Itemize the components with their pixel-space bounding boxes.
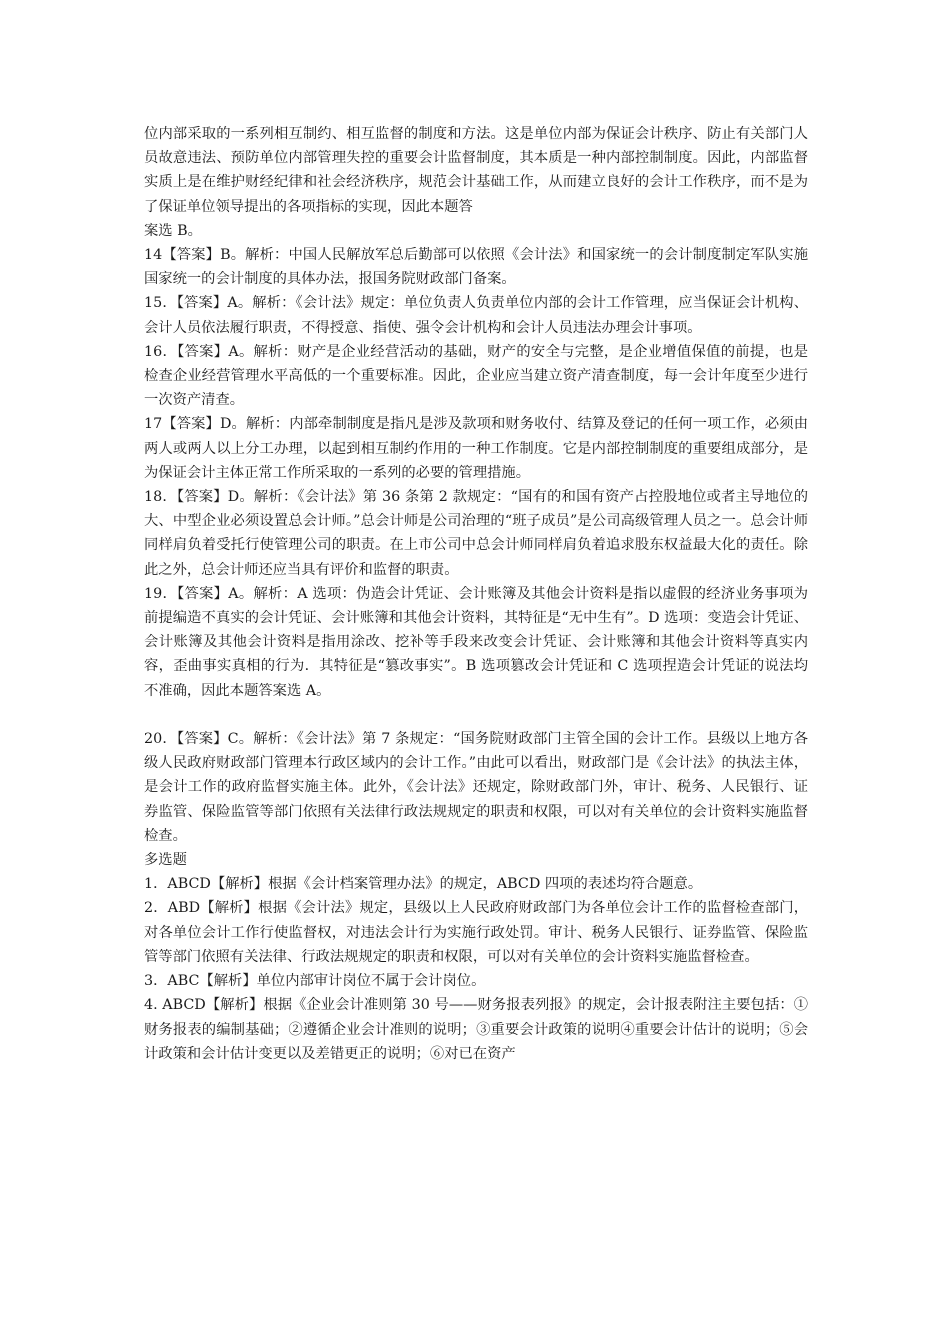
answer-15: 15．【答案】A。解析：《会计法》规定：单位负责人负责单位内部的会计工作管理，应当保证会计机构、会计人员依法履行职责，不得授意、指使、强令会计机构和会计人员违法办理会计事项。 [144, 295, 808, 336]
answer-20: 20．【答案】C。解析：《会计法》第 7 条规定：“国务院财政部门主管全国的会计工作。县级以上地方各级人民政府财政部门管理本行政区域内的会计工作。”由此可以看出，财政部门是《会计法》的执法主体，是会计工作的政府监督实施主体。此外，《会计法》还规定，除财政部门外，审计、税务、人民银行、证券监管、保险监管等部门依照有关法律行政法规规定的职责和权限，可以对有关单位的会计资料实施监督检查。 [144, 731, 808, 844]
document-body [144, 122, 808, 1066]
answer-16: 16．【答案】A。解析：财产是企业经营活动的基础，财产的安全与完整，是企业增值保值的前提，也是检查企业经营管理水平高低的一个重要标准。因此，企业应当建立资产清查制度，每一会计年度至少进行一次资产清查。 [144, 343, 808, 409]
answer-18: 18．【答案】D。解析：《会计法》第 36 条第 2 款规定：“国有的和国有资产占控股地位或者主导地位的大、中型企业必须设置总会计师。”总会计师是公司治理的“班子成员”是公司高级管理人员之一。总会计师同样肩负着受托行使管理公司的职责。在上市公司中总会计师同样肩负着追求股东权益最大化的责任。除此之外，总会计师还应当具有评价和监督的职责。 [144, 489, 808, 578]
answer-14: 14【答案】B。解析：中国人民解放军总后勤部可以依照《会计法》和国家统一的会计制度制定军队实施国家统一的会计制度的具体办法，报国务院财政部门备案。 [144, 247, 808, 288]
multi-answer-1: 1．ABCD【解析】根据《会计档案管理办法》的规定，ABCD 四项的表述均符合题意。 [144, 876, 703, 893]
body-paragraph: 位内部采取的一系列相互制约、相互监督的制度和方法。这是单位内部为保证会计秩序、防止有关部门人员故意违法、预防单位内部管理失控的重要会计监督制度，其本质是一种内部控制制度。因此，内部监督实质上是在维护财经纪律和社会经济秩序，规范会计基础工作，从而建立良好的会计工作秩序，而不是为了保证单位领导提出的各项指标的实现，因此本题答 [144, 126, 808, 215]
multi-answer-2: 2．ABD【解析】根据《会计法》规定，县级以上人民政府财政部门为各单位会计工作的监督检查部门，对各单位会计工作行使监督权，对违法会计行为实施行政处罚。审计、税务人民银行、证券监管、保险监管等部门依照有关法律、行政法规规定的职责和权限，可以对有关单位的会计资料实施监督检查。 [144, 900, 808, 965]
answer-17: 17【答案】D。解析：内部牵制制度是指凡是涉及款项和财务收付、结算及登记的任何一项工作，必须由两人或两人以上分工办理，以起到相互制约作用的一种工作制度。它是内部控制制度的重要组成部分，是为保证会计主体正常工作所采取的一系列的必要的管理措施。 [144, 416, 808, 481]
multi-answer-4: 4. ABCD【解析】根据《企业会计准则第 30 号——财务报表列报》的规定，会计报表附注主要包括：①财务报表的编制基础；②遵循企业会计准则的说明；③重要会计政策的说明④重要会计估计的说明；⑤会计政策和会计估计变更以及差错更正的说明；⑥对已在资产 [144, 997, 808, 1062]
body-paragraph: 案选 B。 [144, 222, 202, 239]
multi-answer-3: 3．ABC【解析】单位内部审计岗位不属于会计岗位。 [144, 973, 486, 990]
section-heading-multiple-choice: 多选题 [144, 852, 187, 869]
blank-line [144, 703, 808, 727]
answer-19: 19．【答案】A。解析：A 选项：伪造会计凭证、会计账簿及其他会计资料是指以虚假的经济业务事项为前提编造不真实的会计凭证、会计账簿和其他会计资料，其特征是“无中生有”。D 选项：变造会计凭证、会计账簿及其他会计资料是指用涂改、挖补等手段来改变会计凭证、会计账簿和其他会计资料等真实内容，歪曲事实真相的行为．其特征是“篡改事实”。B 选项篡改会计凭证和 C 选项捏造会计凭证的说法均不准确，因此本题答案选 A。 [144, 585, 808, 699]
